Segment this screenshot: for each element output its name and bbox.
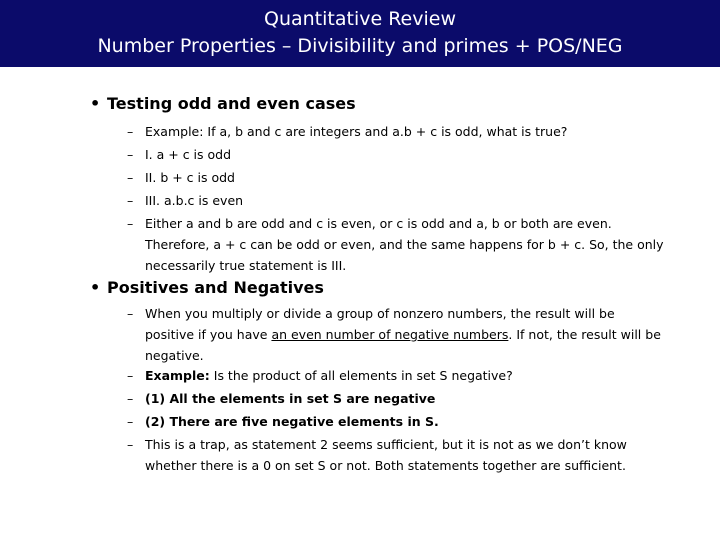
dash-marker: – bbox=[127, 216, 134, 231]
list-item bbox=[127, 167, 667, 188]
text-part: . If not, the result will be negative. bbox=[145, 327, 661, 363]
list-item bbox=[127, 434, 667, 476]
header-title: Quantitative Review bbox=[264, 8, 456, 30]
header-subtitle: Number Properties – Divisibility and primes + POS/NEG bbox=[97, 35, 623, 57]
dash-marker: – bbox=[127, 368, 134, 383]
dash-marker: – bbox=[127, 414, 134, 429]
dash-marker: – bbox=[127, 306, 134, 321]
underlined-phrase: an even number of negative numbers bbox=[271, 327, 509, 342]
list-item bbox=[127, 144, 667, 165]
list-item bbox=[127, 388, 667, 409]
text-part: Is the product of all elements in set S negative? bbox=[209, 368, 513, 383]
list-item bbox=[127, 411, 667, 432]
bullet-testing-odd-even bbox=[90, 94, 356, 113]
bullet-dot: • bbox=[90, 278, 101, 297]
bullet-title: Testing odd and even cases bbox=[107, 94, 356, 113]
list-item-text: (1) All the elements in set S are negative bbox=[145, 391, 436, 406]
list-item-text: III. a.b.c is even bbox=[145, 193, 244, 208]
list-item-text: This is a trap, as statement 2 seems sufficient, but it is not as we don’t know whether there is a 0 on set S or not. Both statements together are sufficient. bbox=[145, 437, 627, 473]
dash-marker: – bbox=[127, 437, 134, 452]
text-part: When you multiply or divide a group of nonzero numbers, the result will be positive if you have bbox=[145, 306, 615, 342]
list-item-text: (2) There are five negative elements in S. bbox=[145, 414, 439, 429]
dash-marker: – bbox=[127, 170, 134, 185]
list-item bbox=[127, 213, 667, 276]
list-item bbox=[127, 121, 667, 142]
bullet-title: Positives and Negatives bbox=[107, 278, 324, 297]
list-item bbox=[127, 303, 667, 366]
dash-marker: – bbox=[127, 124, 134, 139]
dash-marker: – bbox=[127, 147, 134, 162]
bullet-positives-negatives bbox=[90, 278, 324, 297]
list-item-text bbox=[145, 365, 667, 386]
slide-header bbox=[0, 0, 720, 67]
example-label: Example: bbox=[145, 368, 210, 383]
list-item-text: I. a + c is odd bbox=[145, 147, 232, 162]
dash-marker: – bbox=[127, 193, 134, 208]
list-item-text: Example: If a, b and c are integers and a.b + c is odd, what is true? bbox=[145, 124, 568, 139]
list-item bbox=[127, 190, 667, 211]
dash-marker: – bbox=[127, 391, 134, 406]
list-item-text: II. b + c is odd bbox=[145, 170, 235, 185]
list-item-text bbox=[145, 303, 667, 366]
list-item-text: Either a and b are odd and c is even, or c is odd and a, b or both are even. Therefore, a + c can be odd or even, and the same happens for b + c. So, the only necessarily true statement is III. bbox=[145, 216, 664, 273]
list-item bbox=[127, 365, 667, 386]
bullet-dot: • bbox=[90, 94, 101, 113]
